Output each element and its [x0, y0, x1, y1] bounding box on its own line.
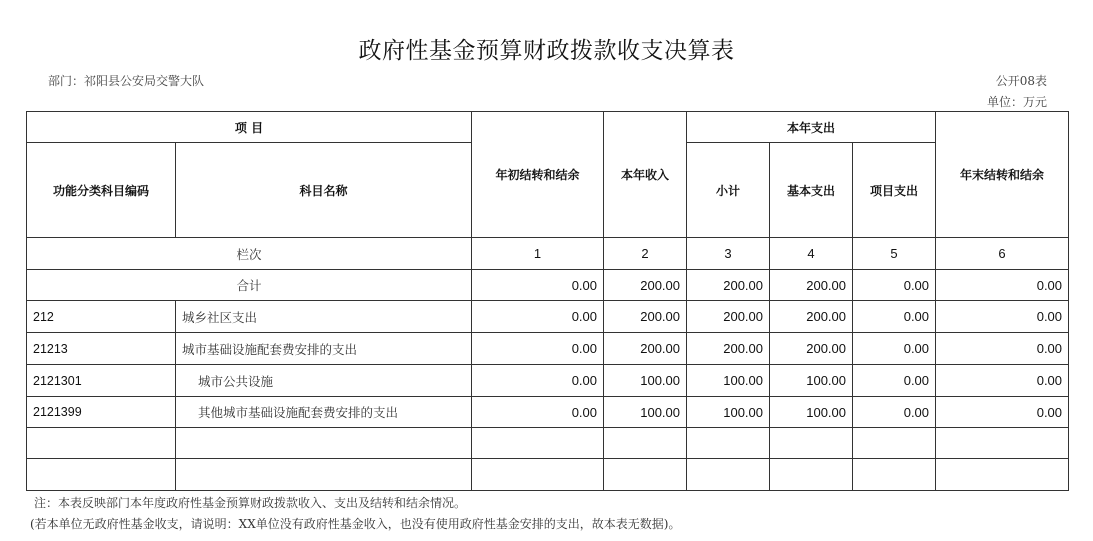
table-row — [27, 301, 1069, 333]
row-cell: 100.00 — [604, 397, 687, 428]
total-cell: 0.00 — [472, 270, 604, 301]
total-row — [27, 270, 1069, 301]
header-basic: 基本支出 — [770, 143, 853, 238]
column-index-cell: 3 — [687, 238, 770, 270]
row-cell: 0.00 — [853, 397, 936, 428]
header-expense-group: 本年支出 — [687, 112, 936, 143]
column-index-cell: 2 — [604, 238, 687, 270]
row-cell: 0.00 — [936, 365, 1069, 397]
row-cell: 0.00 — [472, 397, 604, 428]
header-project: 项 目 — [27, 112, 472, 143]
row-cell: 0.00 — [853, 333, 936, 365]
budget-table — [26, 111, 1069, 491]
row-name: 城市基础设施配套费安排的支出 — [176, 333, 472, 365]
column-index-cell: 6 — [936, 238, 1069, 270]
row-cell: 0.00 — [936, 333, 1069, 365]
header-subtotal: 小计 — [687, 143, 770, 238]
row-cell: 0.00 — [853, 365, 936, 397]
total-cell: 0.00 — [936, 270, 1069, 301]
row-cell: 0.00 — [472, 301, 604, 333]
row-cell: 0.00 — [853, 301, 936, 333]
header-income: 本年收入 — [604, 112, 687, 238]
header-project-expense: 项目支出 — [853, 143, 936, 238]
column-index-label: 栏次 — [27, 238, 472, 270]
column-index-row — [27, 238, 1069, 270]
column-index-cell: 5 — [853, 238, 936, 270]
row-name: 城市公共设施 — [176, 365, 472, 397]
total-cell: 200.00 — [687, 270, 770, 301]
footnote-2: (若本单位无政府性基金收支，请说明：XX单位没有政府性基金收入，也没有使用政府性基金安排的支出，故本表无数据)。 — [30, 517, 681, 531]
row-cell: 100.00 — [687, 365, 770, 397]
page-title: 政府性基金预算财政拨款收支决算表 — [358, 38, 735, 64]
row-cell: 200.00 — [604, 333, 687, 365]
total-cell: 0.00 — [853, 270, 936, 301]
row-cell: 200.00 — [770, 301, 853, 333]
row-cell: 200.00 — [687, 301, 770, 333]
row-name: 城乡社区支出 — [176, 301, 472, 333]
row-cell: 100.00 — [687, 397, 770, 428]
unit-label: 单位：万元 — [986, 95, 1047, 109]
row-cell: 0.00 — [472, 365, 604, 397]
row-cell: 0.00 — [936, 301, 1069, 333]
row-cell: 200.00 — [687, 333, 770, 365]
row-cell: 200.00 — [604, 301, 687, 333]
table-row — [27, 397, 1069, 428]
row-code: 2121399 — [27, 397, 176, 428]
column-index-cell: 1 — [472, 238, 604, 270]
row-cell: 0.00 — [936, 397, 1069, 428]
row-cell: 100.00 — [604, 365, 687, 397]
empty-row — [27, 459, 1069, 491]
total-cell: 200.00 — [770, 270, 853, 301]
table-number: 公开08表 — [995, 74, 1047, 88]
header-begin-balance: 年初结转和结余 — [472, 112, 604, 238]
total-cell: 200.00 — [604, 270, 687, 301]
row-cell: 100.00 — [770, 397, 853, 428]
footnote-1: 注：本表反映部门本年度政府性基金预算财政拨款收入、支出及结转和结余情况。 — [34, 496, 467, 510]
header-func-code: 功能分类科目编码 — [27, 143, 176, 238]
column-index-cell: 4 — [770, 238, 853, 270]
row-cell: 0.00 — [472, 333, 604, 365]
row-code: 2121301 — [27, 365, 176, 397]
table-row — [27, 333, 1069, 365]
header-subject-name: 科目名称 — [176, 143, 472, 238]
row-code: 21213 — [27, 333, 176, 365]
empty-row — [27, 428, 1069, 459]
row-cell: 100.00 — [770, 365, 853, 397]
department-label: 部门：祁阳县公安局交警大队 — [48, 74, 205, 88]
header-end-balance: 年末结转和结余 — [936, 112, 1069, 238]
total-label: 合计 — [27, 270, 472, 301]
row-code: 212 — [27, 301, 176, 333]
row-cell: 200.00 — [770, 333, 853, 365]
table-row — [27, 365, 1069, 397]
row-name: 其他城市基础设施配套费安排的支出 — [176, 397, 472, 428]
